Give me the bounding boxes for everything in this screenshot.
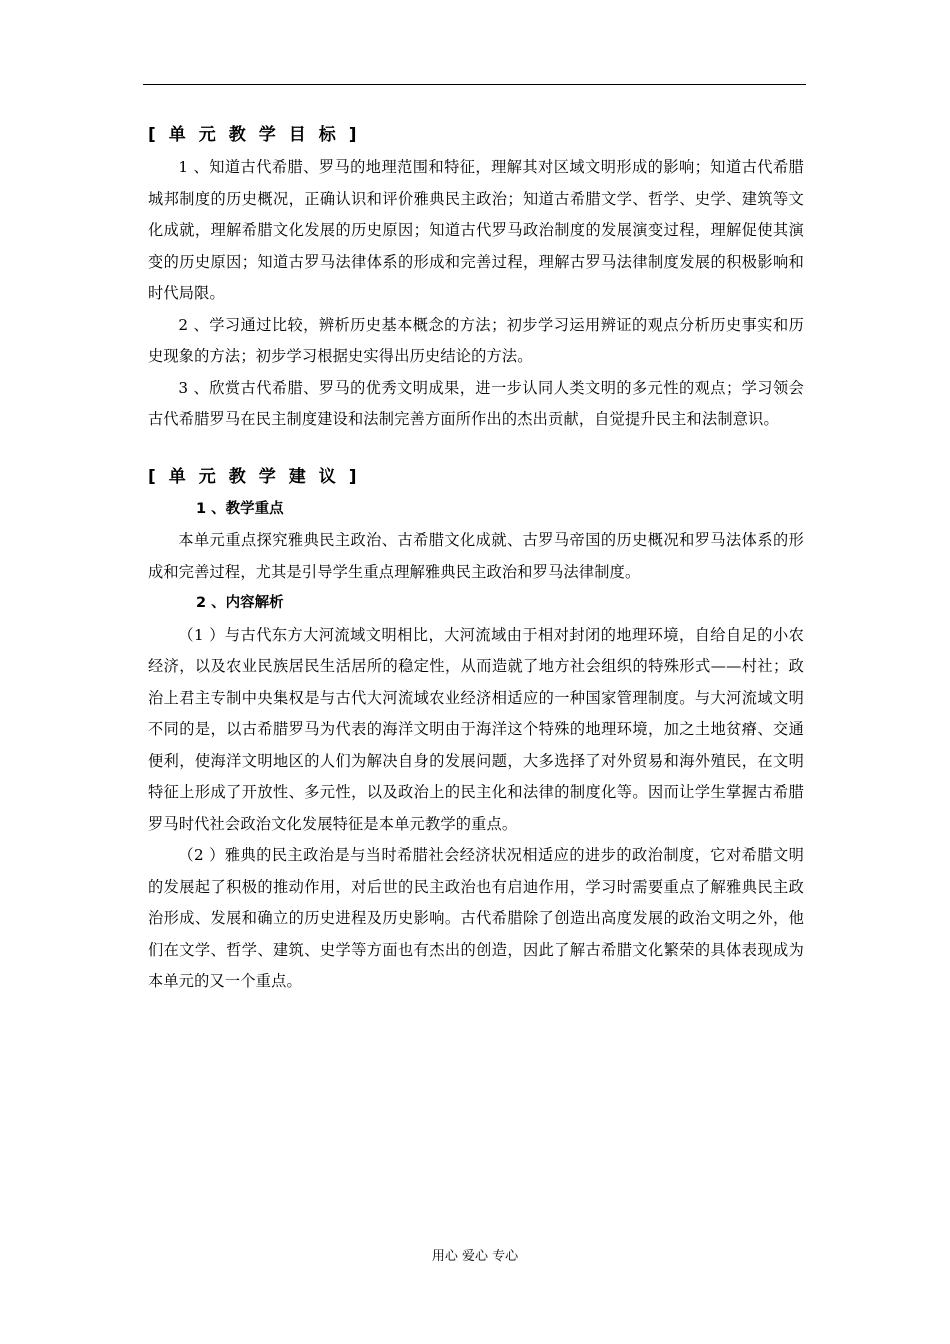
document-body: [148, 118, 804, 998]
subheading-key-points: 1 、教学重点: [196, 500, 284, 517]
objective-paragraph-1: 1 、知道古代希腊、罗马的地理范围和特征，理解其对区域文明形成的影响；知道古代希腊城邦制度的历史概况，正确认识和评价雅典民主政治；知道古希腊文学、哲学、史学、建筑等文化成就，理解希腊文化发展的历史原因；知道古代罗马政治制度的发展演变过程，理解促使其演变的历史原因；知道古罗马法律体系的形成和完善过程，理解古罗马法律制度发展的积极影响和时代局限。: [148, 158, 804, 302]
header-rule: [143, 84, 806, 85]
key-points-paragraph: 本单元重点探究雅典民主政治、古希腊文化成就、古罗马帝国的历史概况和罗马法体系的形成和完善过程，尤其是引导学生重点理解雅典民主政治和罗马法律制度。: [148, 531, 804, 581]
subheading-content-analysis: 2 、内容解析: [196, 595, 284, 611]
objective-paragraph-2: 2 、学习通过比较，辨析历史基本概念的方法；初步学习运用辨证的观点分析历史事实和历史现象的方法；初步学习根据史实得出历史结论的方法。: [148, 315, 804, 365]
page-footer: 用心 爱心 专心: [431, 1249, 519, 1264]
objective-paragraph-3: 3 、欣赏古代希腊、罗马的优秀文明成果，进一步认同人类文明的多元性的观点；学习领会古代希腊罗马在民主制度建设和法制完善方面所作出的杰出贡献，自觉提升民主和法制意识。: [148, 378, 804, 428]
section-heading-suggestions: [单元教学建议]: [148, 466, 370, 487]
analysis-paragraph-2: （2 ）雅典的民主政治是与当时希腊社会经济状况相适应的进步的政治制度，它对希腊文明的发展起了积极的推动作用，对后世的民主政治也有启迪作用，学习时需要重点了解雅典民主政治形成、发展和确立的历史进程及历史影响。古代希腊除了创造出高度发展的政治文明之外，他们在文学、哲学、建筑、史学等方面也有杰出的创造，因此了解古希腊文化繁荣的具体表现成为本单元的又一个重点。: [148, 846, 804, 990]
section-heading-objectives: [单元教学目标]: [148, 125, 370, 145]
analysis-paragraph-1: （1 ）与古代东方大河流域文明相比，大河流域由于相对封闭的地理环境，自给自足的小农经济，以及农业民族居民生活居所的稳定性，从而造就了地方社会组织的特殊形式——村社；政治上君主专制中央集权是与古代大河流域农业经济相适应的一种国家管理制度。与大河流域文明不同的是，以古希腊罗马为代表的海洋文明由于海洋这个特殊的地理环境，加之土地贫瘠、交通便利，使海洋文明地区的人们为解决自身的发展问题，大多选择了对外贸易和海外殖民，在文明特征上形成了开放性、多元性，以及政治上的民主化和法律的制度化等。因而让学生掌握古希腊罗马时代社会政治文化发展特征是本单元教学的重点。: [148, 625, 804, 833]
